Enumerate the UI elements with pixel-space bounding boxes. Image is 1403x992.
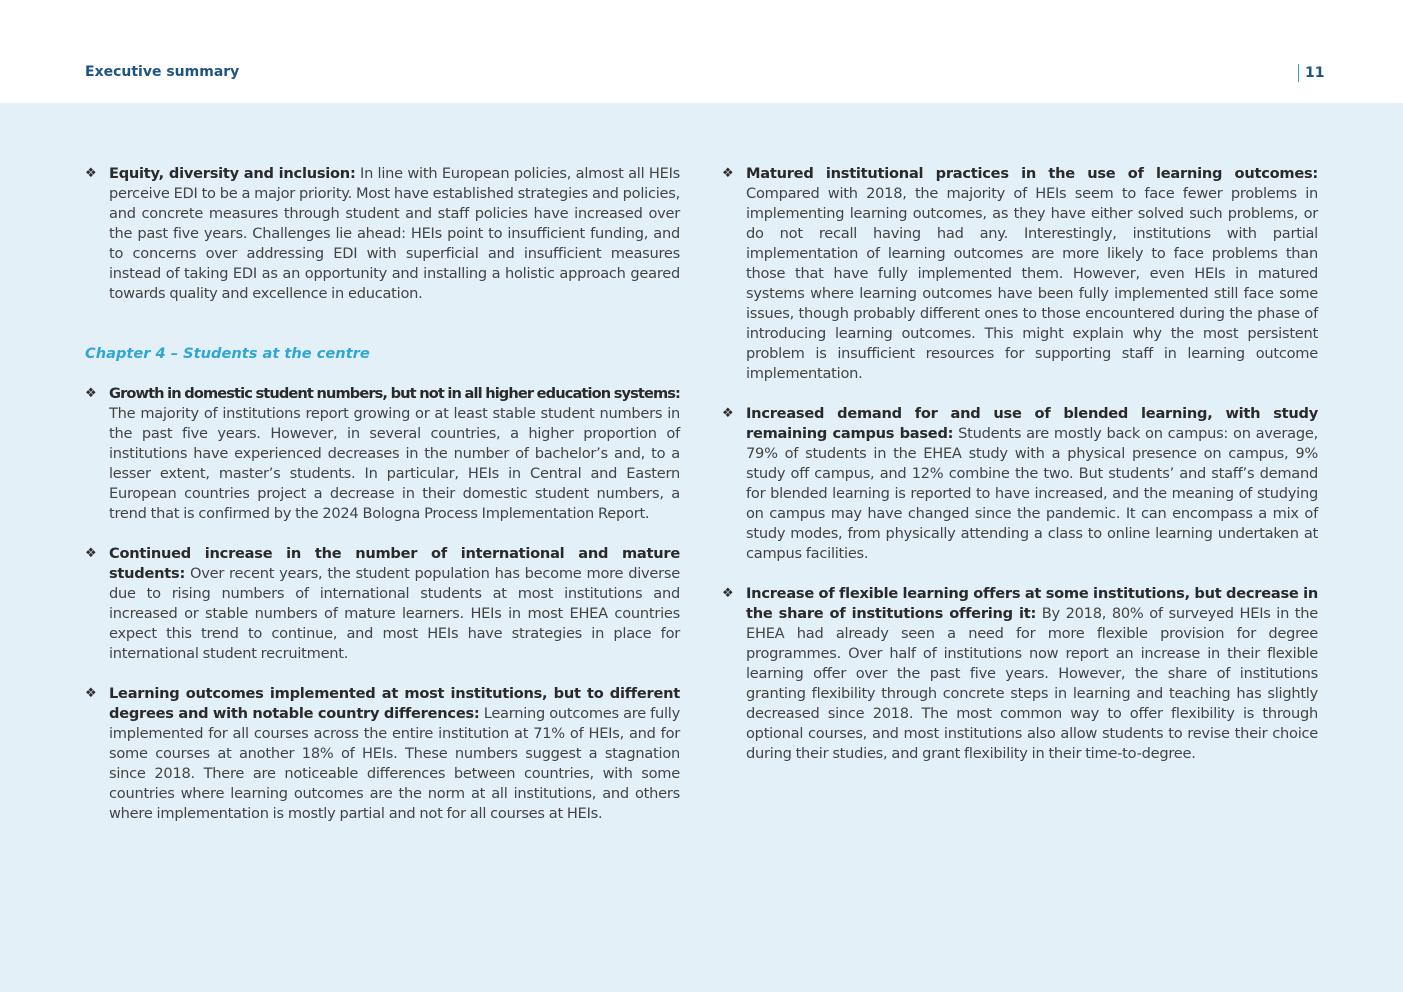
bullet-body: Over recent years, the student population has become more diverse due to rising numbers of international students at most institutions and increased or stable numbers of mature learners. HEIs in most EHEA countries expect this trend to continue, and most HEIs have strategies in place for international student recruitment. <box>109 565 680 662</box>
bullet-equity-diversity-inclusion <box>85 164 680 304</box>
bullet-body: The majority of institutions report growing or at least stable student numbers in the past five years. However, in several countries, a higher proportion of institutions have experienced decreases in the number of bachelor’s and, to a lesser extent, master’s students. In particular, HEIs in Central and Eastern European countries project a decrease in their domestic student numbers, a trend that is confirmed by the 2024 Bologna Process Implementation Report. <box>109 405 680 522</box>
diamond-bullet-icon: ❖ <box>85 686 97 701</box>
bullet-flexible-learning <box>722 584 1318 764</box>
diamond-bullet-icon: ❖ <box>722 586 734 601</box>
diamond-bullet-icon: ❖ <box>85 386 97 401</box>
bullet-body: Students are mostly back on campus: on average, 79% of students in the EHEA study with a physical presence on campus, 9% study off campus, and 12% combine the two. But students’ and staff’s demand for blended learning is reported to have increased, and the meaning of studying on campus may have changed since the pandemic. It can encompass a mix of study modes, from physically attending a class to online learning undertaken at campus facilities. <box>746 425 1318 562</box>
bullet-body: Learning outcomes are fully implemented for all courses across the entire institution at 71% of HEIs, and for some courses at another 18% of HEIs. These numbers suggest a stagnation since 2018. There are noticeable differences between countries, with some countries where learning outcomes are the norm at all institutions, and others where implementation is mostly partial and not for all courses at HEIs. <box>109 705 680 822</box>
bullet-blended-learning <box>722 404 1318 564</box>
section-title: Executive summary <box>85 64 240 80</box>
right-column <box>722 164 1318 784</box>
bullet-body: In line with European policies, almost all HEIs perceive EDI to be a major priority. Most have established strategies and policies, and concrete measures through student and staff policies have increased over the past five years. Challenges lie ahead: HEIs point to insufficient funding, and to concerns over addressing EDI with superficial and insufficient measures instead of taking EDI as an opportunity and installing a holistic approach geared towards quality and excellence in education. <box>109 165 680 302</box>
bullet-learning-outcomes-implemented <box>85 684 680 824</box>
bullet-lead: Matured institutional practices in the use of learning outcomes: <box>746 165 1318 182</box>
left-column <box>85 164 680 844</box>
bullet-lead: Equity, diversity and inclusion: <box>109 165 356 182</box>
page-number: 11 <box>1298 64 1324 82</box>
diamond-bullet-icon: ❖ <box>722 166 734 181</box>
diamond-bullet-icon: ❖ <box>85 166 97 181</box>
bullet-body: By 2018, 80% of surveyed HEIs in the EHEA had already seen a need for more flexible provision for degree programmes. Over half of institutions now report an increase in their flexible learning offer over the past five years. However, the share of institutions granting flexibility through concrete steps in learning and teaching has slightly decreased since 2018. The most common way to offer flexibility is through optional courses, and most institutions also allow students to revise their choice during their studies, and grant flexibility in their time-to-degree. <box>746 605 1318 762</box>
bullet-lead: Continued increase in the number of international and mature students: <box>109 545 680 582</box>
bullet-lead: Increase of flexible learning offers at some institutions, but decrease in the share of institutions offering it: <box>746 585 1318 622</box>
diamond-bullet-icon: ❖ <box>722 406 734 421</box>
diamond-bullet-icon: ❖ <box>85 546 97 561</box>
bullet-international-mature-students <box>85 544 680 664</box>
bullet-domestic-student-growth <box>85 384 680 524</box>
bullet-lead: Learning outcomes implemented at most institutions, but to different degrees and with notable country differences: <box>109 685 680 722</box>
bullet-matured-practices <box>722 164 1318 384</box>
chapter-heading: Chapter 4 – Students at the centre <box>85 345 370 362</box>
bullet-lead: Growth in domestic student numbers, but not in all higher education systems: <box>109 385 680 402</box>
page-header <box>0 0 1403 103</box>
bullet-body: Compared with 2018, the majority of HEIs seem to face fewer problems in implementing learning outcomes, as they have either solved such problems, or do not recall having had any. Interestingly, institutions with partial implementation of learning outcomes are more likely to face problems than those that have fully implemented them. However, even HEIs in matured systems where learning outcomes have been fully implemented still face some issues, though probably different ones to those encountered during the phase of introducing learning outcomes. This might explain why the most persistent problem is insufficient resources for supporting staff in learning outcome implementation. <box>746 185 1318 382</box>
bullet-lead: Increased demand for and use of blended learning, with study remaining campus based: <box>746 405 1318 442</box>
